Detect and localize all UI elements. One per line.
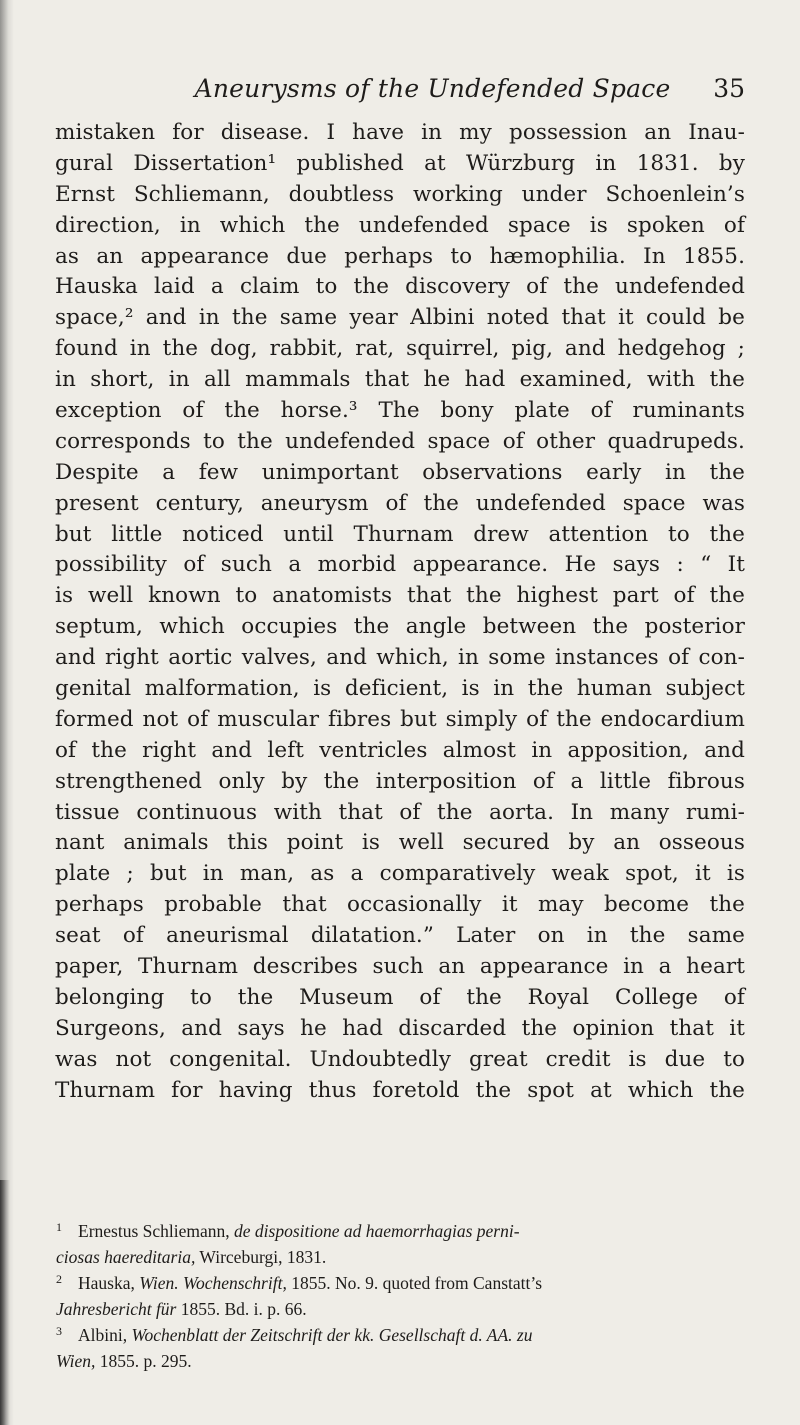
footnote-title: Wien,: [56, 1351, 96, 1371]
body-line: strengthened only by the interposition of a little fibrous: [55, 768, 745, 794]
footnote-text: Albini,: [78, 1325, 132, 1345]
footnotes: [56, 1218, 745, 1374]
body-line: Ernst Schliemann, doubtless working under Schoenlein’s: [55, 181, 745, 207]
body-line: seat of aneurismal dilatation.” Later on in the same: [55, 923, 745, 949]
page-gutter-shadow-lower: [0, 1180, 10, 1425]
footnote-3: [56, 1322, 745, 1374]
footnote-title: Jahresbericht für: [56, 1299, 177, 1319]
body-line: and right aortic valves, and which, in some instances of con-: [55, 645, 745, 671]
body-line: paper, Thurnam describes such an appearance in a heart: [55, 954, 745, 980]
body-line: Thurnam for having thus foretold the spot at which the: [55, 1077, 745, 1103]
footnote-text: Hauska,: [78, 1273, 140, 1293]
footnote-text: 1855. No. 9. quoted from Canstatt’s: [286, 1273, 543, 1293]
body-line: as an appearance due perhaps to hæmophilia. In 1855.: [55, 243, 745, 269]
footnote-text: 1855. Bd. i. p. 66.: [176, 1299, 307, 1319]
page-number: 35: [713, 74, 745, 103]
body-line: belonging to the Museum of the Royal College of: [55, 984, 745, 1010]
body-line: tissue continuous with that of the aorta. In many rumi-: [55, 799, 745, 825]
body-line: possibility of such a morbid appearance. He says : “ It: [55, 552, 745, 578]
footnote-text: Ernestus Schliemann,: [78, 1221, 235, 1241]
body-line: space,² and in the same year Albini noted that it could be: [55, 305, 745, 331]
footnote-marker: 2: [56, 1272, 62, 1286]
footnote-marker: 1: [56, 1220, 62, 1234]
footnote-title: Wien. Wochenschrift,: [139, 1273, 287, 1293]
body-line: Surgeons, and says he had discarded the opinion that it: [55, 1015, 745, 1041]
body-line: nant animals this point is well secured by an osseous: [55, 830, 745, 856]
body-line: corresponds to the undefended space of other quadrupeds.: [55, 428, 745, 454]
body-line: formed not of muscular fibres but simply of the endocardium: [55, 706, 745, 732]
body-line: in short, in all mammals that he had examined, with the: [55, 367, 745, 393]
body-line: was not congenital. Undoubtedly great credit is due to: [55, 1046, 745, 1072]
footnote-title: ciosas haereditaria,: [56, 1247, 196, 1267]
body-line: genital malformation, is deficient, is in the human subject: [55, 676, 745, 702]
body-line: gural Dissertation¹ published at Würzburg in 1831. by: [55, 150, 745, 176]
body-line: mistaken for disease. I have in my possession an Inau-: [55, 120, 745, 145]
body-line: direction, in which the undefended space is spoken of: [55, 212, 745, 238]
footnote-1: [56, 1218, 745, 1270]
page-header: [180, 74, 745, 114]
running-head: Aneurysms of the Undefended Space: [194, 74, 671, 103]
footnote-title: Wochenblatt der Zeitschrift der kk. Gesellschaft d. AA. zu: [131, 1325, 533, 1345]
body-line: but little noticed until Thurnam drew attention to the: [55, 521, 745, 547]
footnote-text: Wirceburgi, 1831.: [195, 1247, 327, 1267]
body-line: found in the dog, rabbit, rat, squirrel, pig, and hedgehog ;: [55, 336, 745, 362]
body-line: present century, aneurysm of the undefended space was: [55, 490, 745, 516]
body-line: exception of the horse.³ The bony plate of ruminants: [55, 398, 745, 424]
footnote-2: [56, 1270, 745, 1322]
body-line: is well known to anatomists that the highest part of the: [55, 583, 745, 609]
body-line: Despite a few unimportant observations early in the: [55, 459, 745, 485]
body-line: of the right and left ventricles almost in apposition, and: [55, 737, 745, 763]
body-line: septum, which occupies the angle between the posterior: [55, 614, 745, 640]
body-line: plate ; but in man, as a comparatively weak spot, it is: [55, 861, 745, 887]
footnote-title: de dispositione ad haemorrhagias perni-: [234, 1221, 520, 1241]
body-line: Hauska laid a claim to the discovery of the undefended: [55, 274, 745, 300]
body-text: [55, 118, 745, 1107]
body-line: perhaps probable that occasionally it may become the: [55, 892, 745, 918]
footnote-marker: 3: [56, 1324, 62, 1338]
footnote-text: 1855. p. 295.: [95, 1351, 192, 1371]
